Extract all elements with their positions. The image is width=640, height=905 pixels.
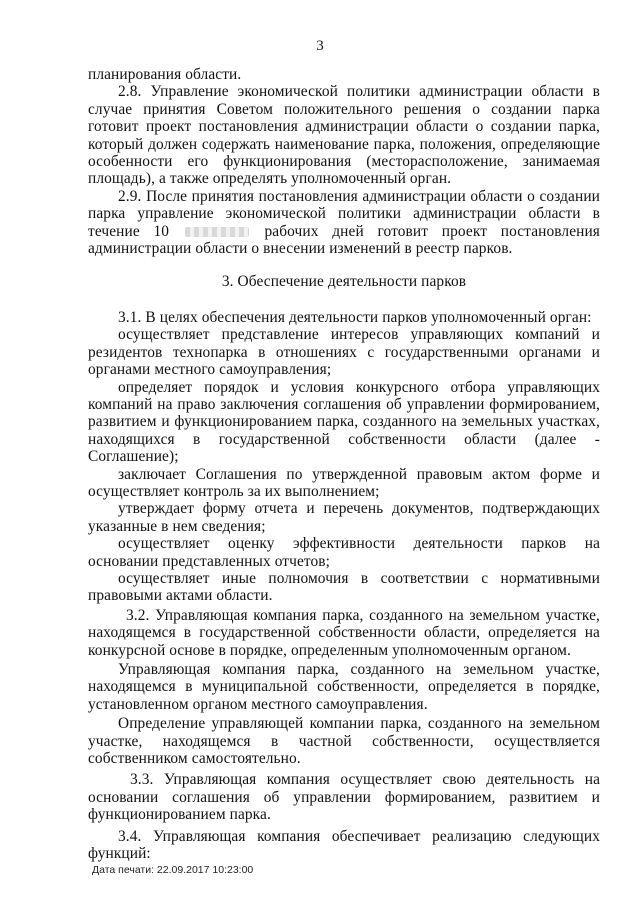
paragraph-3-3: 3.3. Управляющая компания осуществляет свою деятельность на основании соглашения об управлении формированием, развитием и функционированием парка.	[88, 771, 600, 824]
paragraph-2-9	[88, 188, 600, 258]
paragraph-continuation: планирования области.	[88, 66, 242, 83]
paragraph-private: Определение управляющей компании парка, созданного на земельном участке, находящемся в частной собственности, осуществляется собственником самостоятельно.	[88, 715, 600, 768]
paragraph-2-8: 2.8. Управление экономической политики администрации области в случае принятия Советом положительного решения о создании парка готовит проект постановления администрации области о создании парка, который должен содержать наименование парка, положения, определяющие особенности его функционирования (месторасположение, занимаемая площадь), а также определять уполномоченный орган.	[88, 83, 600, 188]
list-item-report-form: утверждает форму отчета и перечень документов, подтверждающих указанные в нем сведения;	[88, 500, 600, 535]
list-item-other-powers: осуществляет иные полномочия в соответствии с нормативными правовыми актами области.	[88, 569, 600, 605]
section-heading: 3. Обеспечение деятельности парков	[221, 273, 467, 291]
paragraph-3-4: 3.4. Управляющая компания обеспечивает реализацию следующих функций:	[88, 827, 600, 863]
paragraph-3-2: 3.2. Управляющая компания парка, созданного на земельном участке, находящемся в государственной собственности области, определяется на конкурсной основе в порядке, определенным уполномоченным органом.	[88, 606, 600, 659]
paragraph-2-9-part-1: 2.9. После принятия постановления администрации области о создании парка управление экономической политики администрации области в течение 10	[88, 187, 600, 240]
document-body	[88, 66, 600, 862]
paragraph-2-9-part-2: рабочих дней готовит проект постановления администрации области о внесении изменений в реестр парков.	[88, 222, 600, 258]
paragraph-municipal: Управляющая компания парка, созданного на земельном участке, находящемся в муниципальной собственности, определяется в порядке, установленном органом местного самоуправления.	[88, 661, 600, 713]
redaction-mark	[185, 227, 249, 237]
list-item-agreements: заключает Соглашения по утвержденной правовым актом форме и осуществляет контроль за их выполнением;	[88, 465, 600, 500]
list-item-representation: осуществляет представление интересов управляющих компаний и резидентов технопарка в отношениях с государственными органами и органами местного самоуправления;	[88, 326, 600, 379]
list-item-competitive-selection: определяет порядок и условия конкурсного отбора управляющих компаний на право заключения соглашения об управлении формированием, развитием и функционированием парка, созданного на земельных участках, находящихся в государственной собственности области (далее - Соглашение);	[88, 378, 600, 466]
print-date-footer: Дата печати: 22.09.2017 10:23:00	[92, 864, 254, 876]
paragraph-3-1: 3.1. В целях обеспечения деятельности парков уполномоченный орган:	[118, 308, 592, 326]
page-number: 3	[316, 38, 324, 54]
list-item-efficiency-assessment: осуществляет оценку эффективности деятельности парков на основании представленных отчетов;	[88, 535, 600, 570]
